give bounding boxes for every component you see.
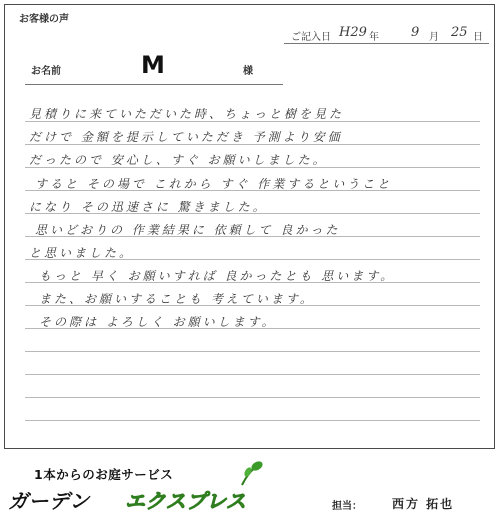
- feedback-sheet: [4, 4, 495, 449]
- date-underline: [284, 43, 489, 44]
- ruled-line: [25, 397, 480, 398]
- comment-line-2: だけで 金額を提示していただき 予測より安価: [29, 130, 343, 144]
- ruled-line: [25, 374, 480, 375]
- leaf-logo-icon: [236, 459, 266, 487]
- date-label: ご記入日: [291, 32, 331, 43]
- name-label: お名前: [31, 66, 61, 77]
- staff-label: 担当：: [332, 501, 362, 512]
- staff-name: 西方 拓也: [392, 497, 455, 511]
- comment-line-8: もっと 早く お願いすれば 良かったとも 思います。: [39, 269, 396, 283]
- form-title: お客様の声: [19, 14, 69, 25]
- comment-line-4: すると その場で これから すぐ 作業するということ: [35, 177, 393, 191]
- date-day: 25: [451, 25, 468, 40]
- comment-line-3: だったので 安心し、すぐ お願いしました。: [29, 153, 328, 167]
- comment-line-1: 見積りに来ていただいた時、ちょっと樹を見た: [29, 107, 345, 121]
- ruled-line: [25, 420, 480, 421]
- date-era: H29: [339, 25, 367, 40]
- date-month-suffix: 月: [429, 32, 439, 43]
- honorific: 様: [243, 66, 253, 77]
- brand-name-accent: エクスプレス: [125, 489, 247, 513]
- date-year-suffix: 年: [369, 32, 379, 43]
- comment-line-5: になり その迅速さに 驚きました。: [29, 200, 268, 214]
- ruled-line: [25, 351, 480, 352]
- date-day-suffix: 日: [473, 32, 483, 43]
- name-underline: [25, 84, 283, 85]
- company-tagline: 1本からのお庭サービス: [34, 467, 174, 482]
- comment-line-9: また、お願いすることも 考えています。: [39, 292, 315, 306]
- date-month: 9: [411, 25, 420, 40]
- company-footer: [0, 455, 500, 519]
- brand-name-main: ガーデン: [8, 489, 90, 513]
- comment-line-10: その際は よろしく お願いします。: [39, 315, 277, 329]
- comment-line-6: 思いどおりの 作業結果に 依頼して 良かった: [35, 223, 341, 237]
- comment-line-7: と思いました。: [29, 246, 135, 260]
- name-value: M: [141, 51, 165, 79]
